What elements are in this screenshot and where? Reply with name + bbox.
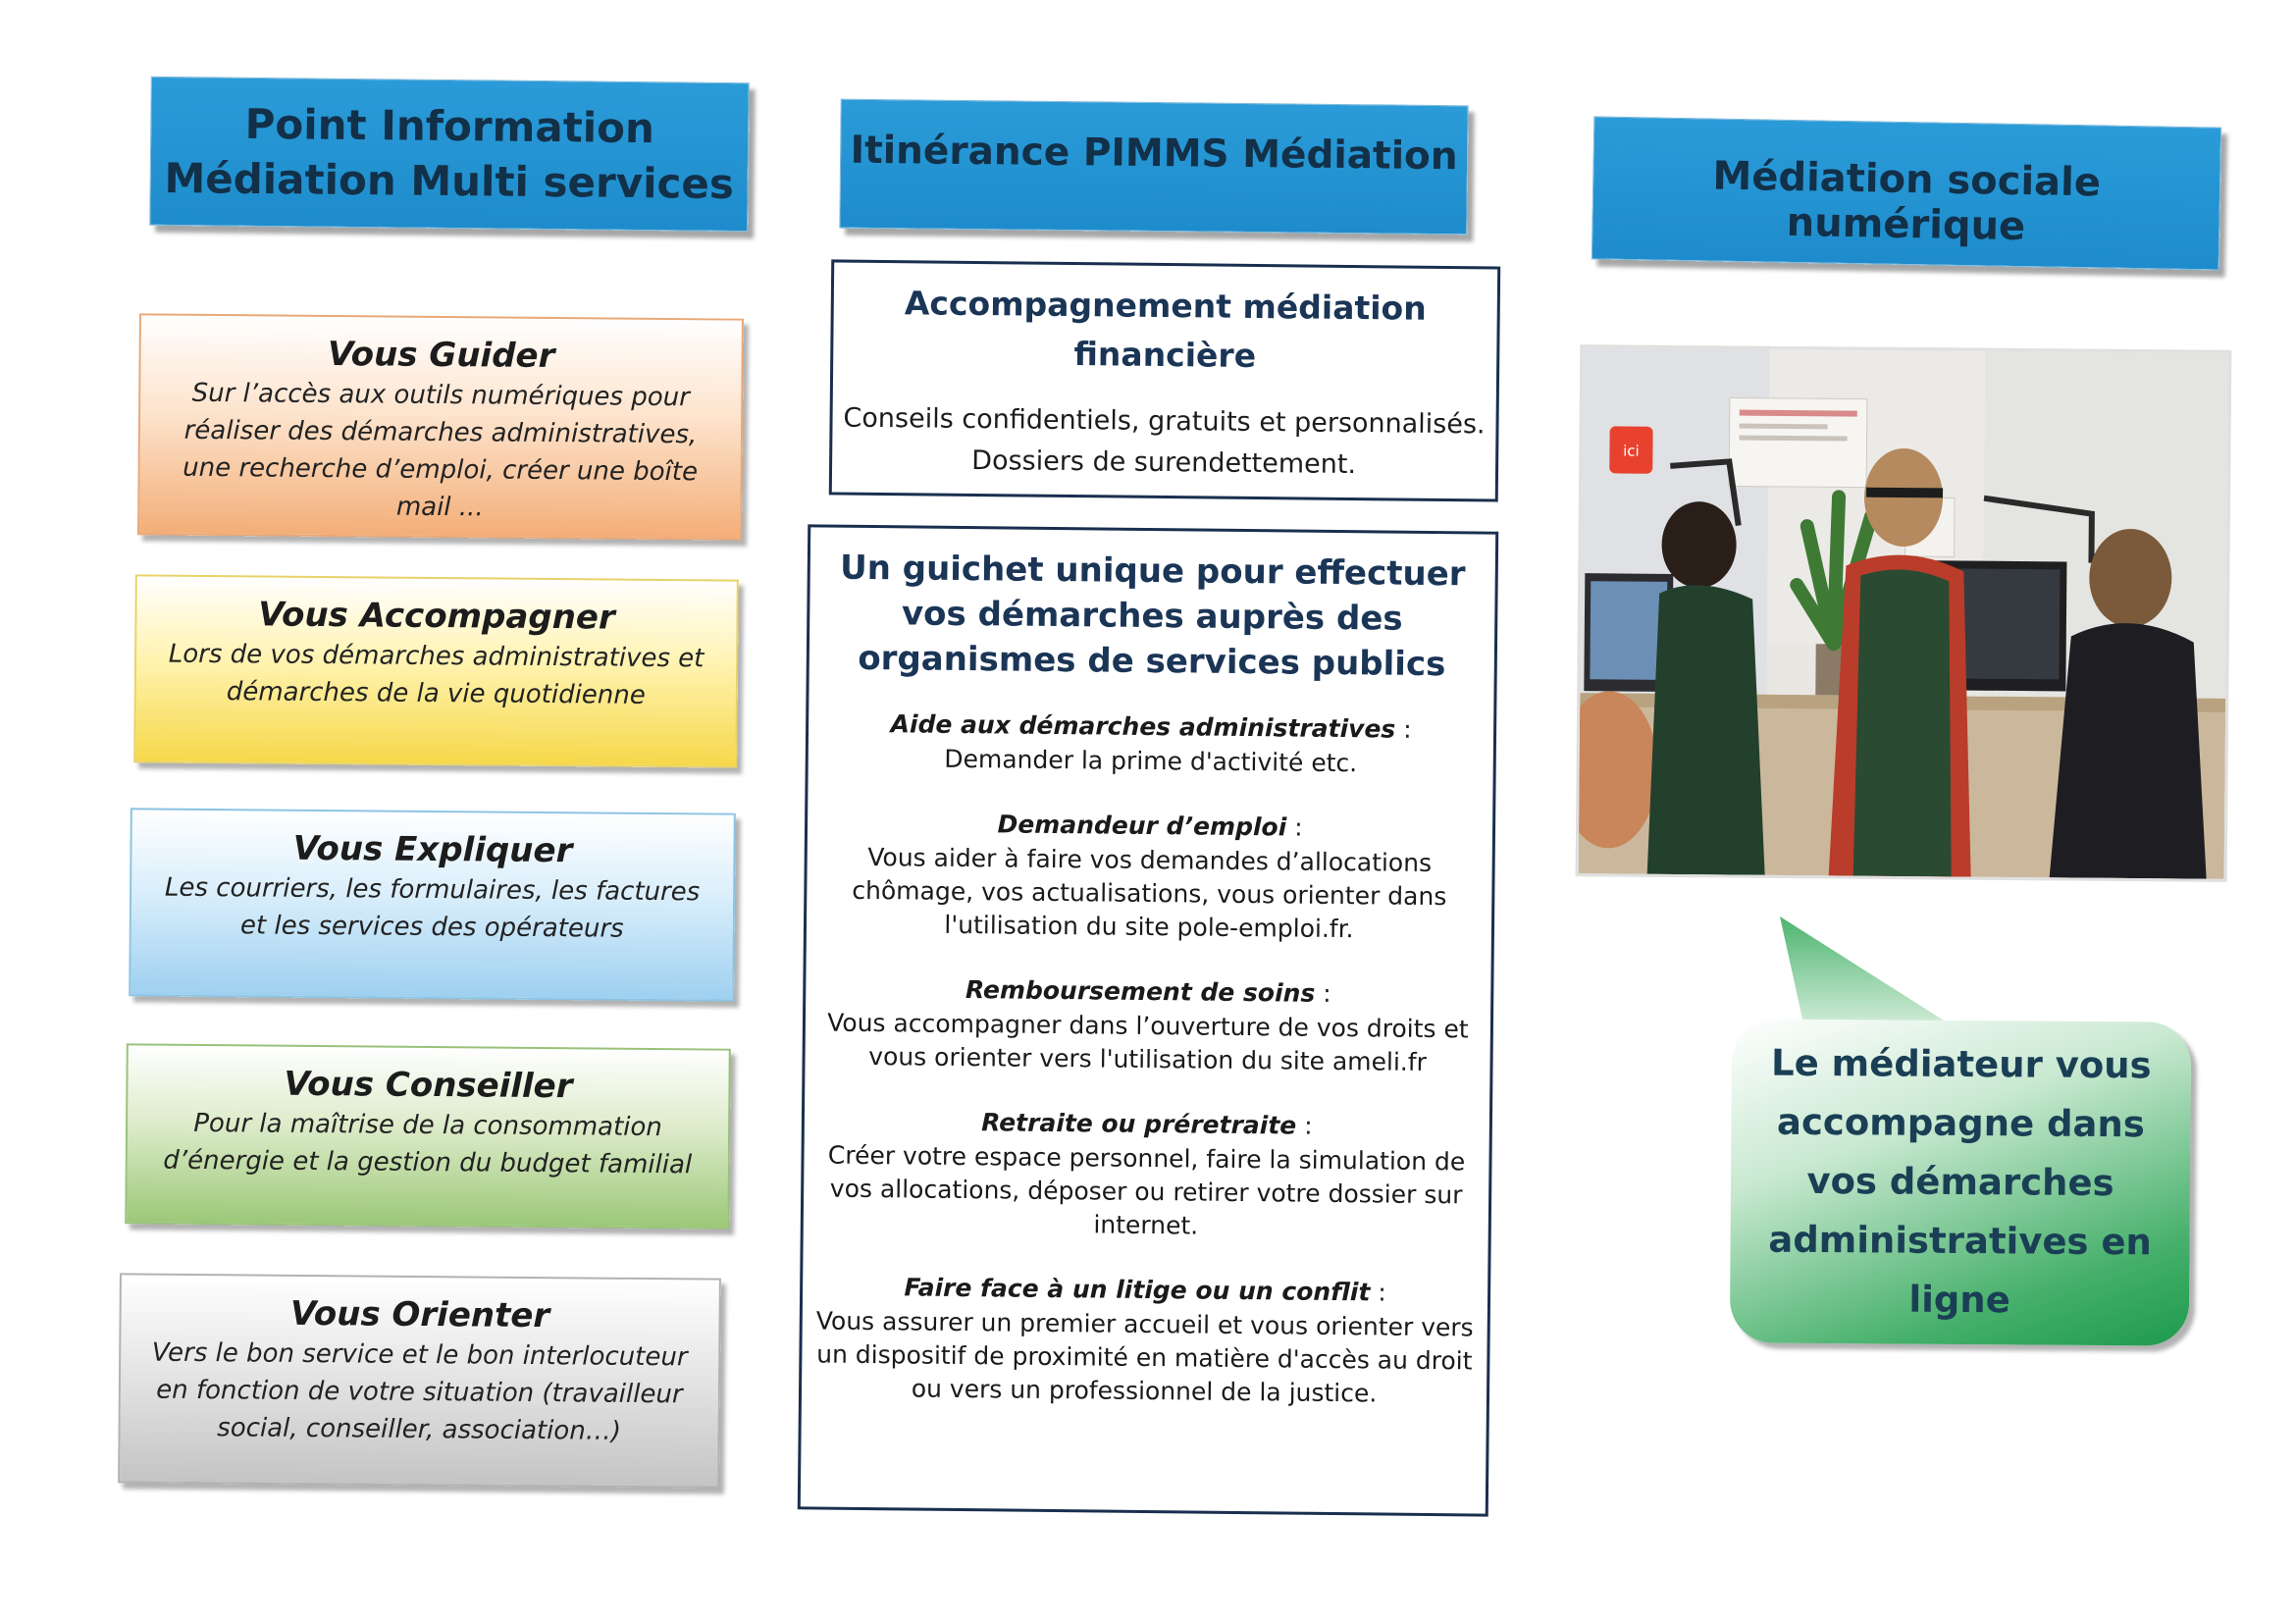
guichet-title: Un guichet unique pour effectuer vos démarches auprès des organismes de services publics	[839, 548, 1466, 685]
ici-sign-text: ici	[1623, 442, 1640, 460]
card-title: Vous Orienter	[289, 1293, 550, 1336]
service-item-suffix: :	[1286, 812, 1303, 842]
service-item-title: Demandeur d’emploi	[997, 810, 1287, 842]
financial-line-1: Conseils confidentiels, gratuits et personnalisés.	[843, 402, 1486, 441]
service-item-description: Vous accompagner dans l’ouverture de vos droits et vous orienter vers l'utilisation du site ameli.fr	[827, 1008, 1469, 1076]
card-title: Vous Accompagner	[258, 595, 615, 638]
service-item-retraite	[804, 1103, 1489, 1245]
speech-bubble-text: Le médiateur vous accompagne dans vos démarches administratives en ligne	[1768, 1041, 2153, 1322]
financial-line-2: Dossiers de surendettement.	[971, 445, 1357, 481]
mediation-photo	[1576, 344, 2232, 882]
service-item-aide-demarches	[809, 706, 1494, 781]
service-item-title: Aide aux démarches administratives	[890, 709, 1396, 744]
service-item-demandeur-emploi	[807, 805, 1492, 947]
service-item-suffix: :	[1370, 1278, 1386, 1307]
header-line-1: Point Information	[244, 99, 655, 153]
service-item-remboursement-soins	[805, 970, 1490, 1079]
card-vous-accompagner	[133, 574, 739, 767]
header-line-2: Médiation Multi services	[164, 153, 735, 209]
service-item-description: Vous aider à faire vos demandes d’allocations chômage, vos actualisations, vous orienter dans l'utilisation du site pole-emploi.fr.	[852, 843, 1447, 944]
service-item-description: Vous assurer un premier accueil et vous orienter vers un dispositif de proximité en matière d'accès au droit ou vers un professionnel de la justice.	[815, 1306, 1474, 1408]
service-item-description: Créer votre espace personnel, faire la simulation de vos allocations, déposer ou retirer votre dossier sur internet.	[827, 1140, 1466, 1240]
financial-description	[832, 397, 1496, 487]
service-item-suffix: :	[1315, 978, 1331, 1008]
service-item-title: Faire face à un litige ou un conflit	[904, 1273, 1371, 1307]
card-vous-guider	[137, 313, 744, 540]
service-item-litige-conflit	[802, 1269, 1487, 1411]
service-item-suffix: :	[1395, 714, 1412, 744]
card-title: Vous Conseiller	[284, 1064, 573, 1107]
card-description: Pour la maîtrise de la consommation d’énergie et la gestion du budget familial	[163, 1108, 693, 1180]
card-vous-expliquer	[129, 808, 736, 1001]
card-title: Vous Guider	[327, 334, 555, 377]
service-item-heading	[809, 706, 1493, 748]
card-description: Les courriers, les formulaires, les factures et les services des opérateurs	[164, 872, 701, 944]
header-title: Médiation sociale numérique	[1712, 153, 2102, 250]
header-point-information	[149, 77, 750, 232]
office-scene-illustration	[1579, 347, 2229, 879]
financial-title: Accompagnement médiation financière	[904, 284, 1427, 375]
card-vous-conseiller	[125, 1043, 731, 1229]
header-itinerance	[839, 99, 1468, 236]
header-title: Itinérance PIMMS Médiation	[850, 128, 1458, 179]
card-vous-orienter	[118, 1273, 721, 1488]
card-description: Vers le bon service et le bon interlocuteur en fonction de votre situation (travailleur social, conseiller, association…)	[151, 1337, 688, 1446]
guichet-unique-box	[798, 524, 1498, 1516]
service-item-description: Demander la prime d'activité etc.	[944, 744, 1358, 778]
service-item-suffix: :	[1296, 1111, 1313, 1140]
card-description: Sur l’accès aux outils numériques pour réaliser des démarches administratives, une recherche d’emploi, créer une boîte mail ...	[183, 378, 699, 523]
card-description: Lors de vos démarches administratives et démarches de la vie quotidienne	[168, 639, 704, 710]
card-title: Vous Expliquer	[292, 828, 573, 871]
header-mediation-numerique	[1592, 116, 2221, 270]
service-item-title: Retraite ou préretraite	[981, 1108, 1297, 1140]
service-item-title: Remboursement de soins	[965, 975, 1316, 1008]
speech-bubble	[1730, 1019, 2191, 1345]
financial-mediation-box	[829, 259, 1500, 501]
